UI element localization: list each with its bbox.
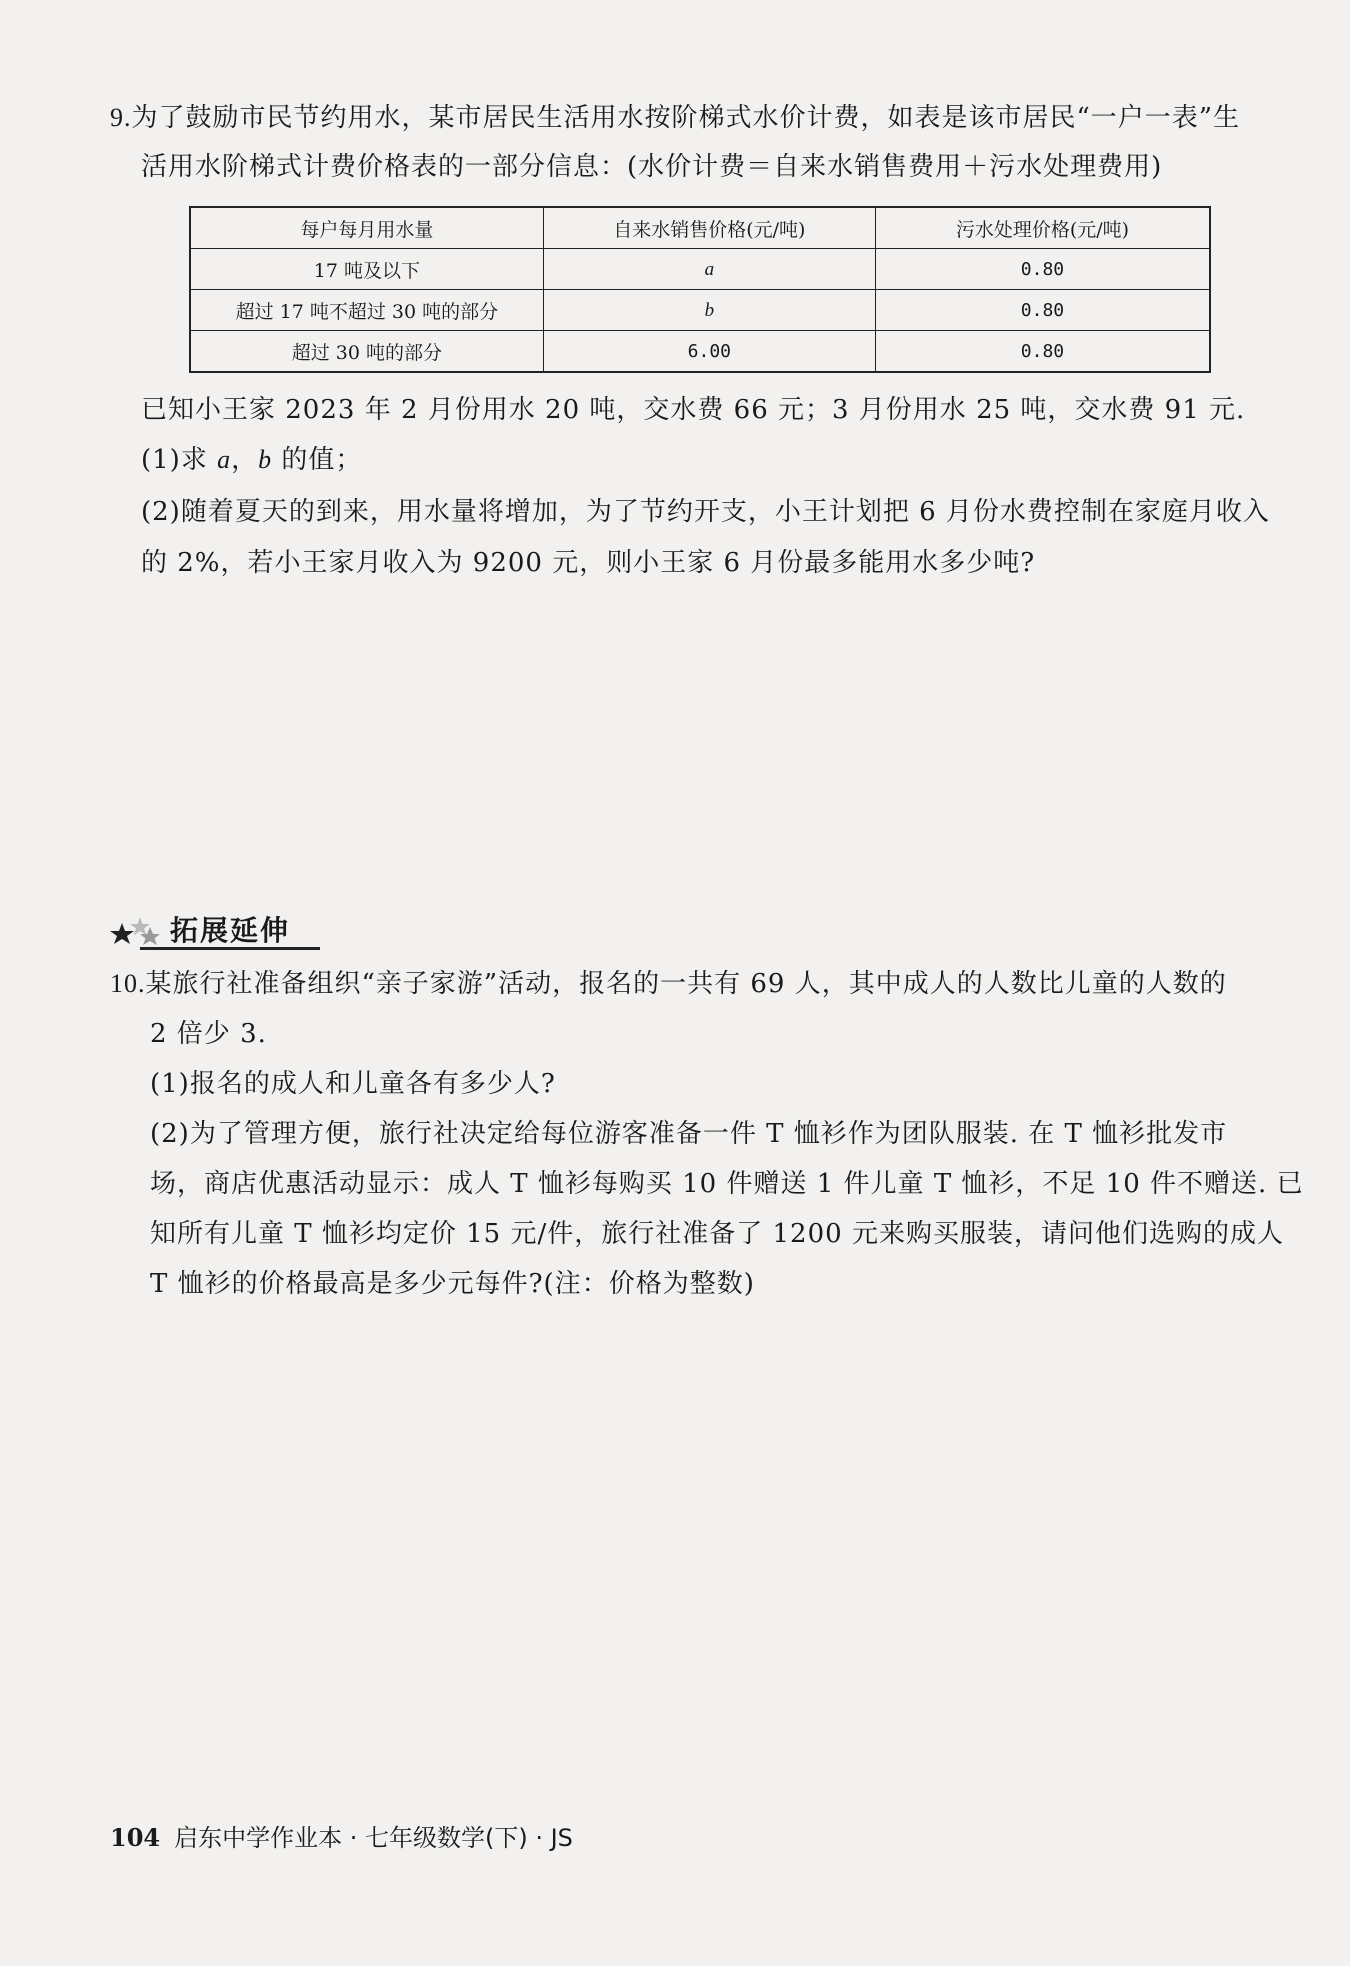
- q9-number: 9.: [110, 103, 132, 132]
- table-cell: [543, 249, 875, 290]
- q10-part-1: (1)报名的成人和儿童各有多少人?: [150, 1069, 556, 1099]
- table-cell: 超过 17 吨不超过 30 吨的部分: [190, 290, 543, 331]
- table-cell: 0.80: [875, 331, 1210, 373]
- q9-text-1: 为了鼓励市民节约用水，某市居民生活用水按阶梯式水价计费，如表是该市居民“一户一表”生: [131, 103, 1241, 133]
- table-cell: 超过 30 吨的部分: [190, 331, 543, 373]
- q10-part-2-line-4: T 恤衫的价格最高是多少元每件?(注：价格为整数): [150, 1269, 755, 1299]
- table-cell: 0.80: [875, 249, 1210, 290]
- table-row: [190, 331, 1210, 373]
- variable-a: a: [217, 445, 232, 474]
- q10-line-2: 2 倍少 3.: [150, 1019, 267, 1049]
- table-row: [190, 290, 1210, 331]
- variable-a: a: [704, 258, 715, 280]
- q10-text-1: 某旅行社准备组织“亲子家游”活动，报名的一共有 69 人，其中成人的人数比儿童的人数的: [145, 969, 1227, 999]
- table-cell: 17 吨及以下: [190, 249, 543, 290]
- variable-b: b: [704, 299, 715, 321]
- table-header: 每户每月用水量: [190, 207, 543, 249]
- book-title: 启东中学作业本 · 七年级数学(下) · JS: [174, 1824, 573, 1852]
- q10-number: 10.: [110, 969, 146, 998]
- q9-given: 已知小王家 2023 年 2 月份用水 20 吨，交水费 66 元；3 月份用水 25 吨，交水费 91 元.: [141, 395, 1246, 425]
- section-heading: [110, 905, 320, 953]
- separator: ，: [231, 445, 259, 475]
- q9-part-1-suffix: 的值；: [272, 445, 363, 475]
- table-header: 污水处理价格(元/吨): [875, 207, 1210, 249]
- table-cell: 0.80: [875, 290, 1210, 331]
- q9-line-1: [110, 100, 1240, 136]
- section-underline: [140, 947, 320, 950]
- q10-part-2-line-2: 场，商店优惠活动显示：成人 T 恤衫每购买 10 件赠送 1 件儿童 T 恤衫，不足 10 件不赠送. 已: [150, 1169, 1304, 1199]
- q10-part-2-line-1: (2)为了管理方便，旅行社决定给每位游客准备一件 T 恤衫作为团队服装. 在 T 恤衫批发市: [150, 1119, 1228, 1149]
- q10-part-2-line-3: 知所有儿童 T 恤衫均定价 15 元/件，旅行社准备了 1200 元来购买服装，请问他们选购的成人: [150, 1219, 1284, 1249]
- table-cell: 6.00: [543, 331, 875, 373]
- page-number: 104: [110, 1823, 161, 1852]
- table-header: 自来水销售价格(元/吨): [543, 207, 875, 249]
- water-price-table: [189, 206, 1211, 373]
- q9-part-2-line-1: (2)随着夏天的到来，用水量将增加，为了节约开支，小王计划把 6 月份水费控制在家庭月收入: [141, 497, 1270, 527]
- table-row: [190, 249, 1210, 290]
- q9-part-1-prefix: (1)求: [141, 445, 218, 475]
- section-title: 拓展延伸: [170, 914, 291, 947]
- table-cell: [543, 290, 875, 331]
- q9-part-2-line-2: 的 2%，若小王家月收入为 9200 元，则小王家 6 月份最多能用水多少吨?: [141, 548, 1036, 578]
- variable-b: b: [258, 445, 273, 474]
- table-header-row: [190, 207, 1210, 249]
- q9-line-2: 活用水阶梯式计费价格表的一部分信息：(水价计费＝自来水销售费用＋污水处理费用): [141, 152, 1163, 182]
- q9-part-1: [141, 442, 362, 478]
- q10-line-1: [110, 966, 1227, 1002]
- page-footer: [110, 1818, 573, 1853]
